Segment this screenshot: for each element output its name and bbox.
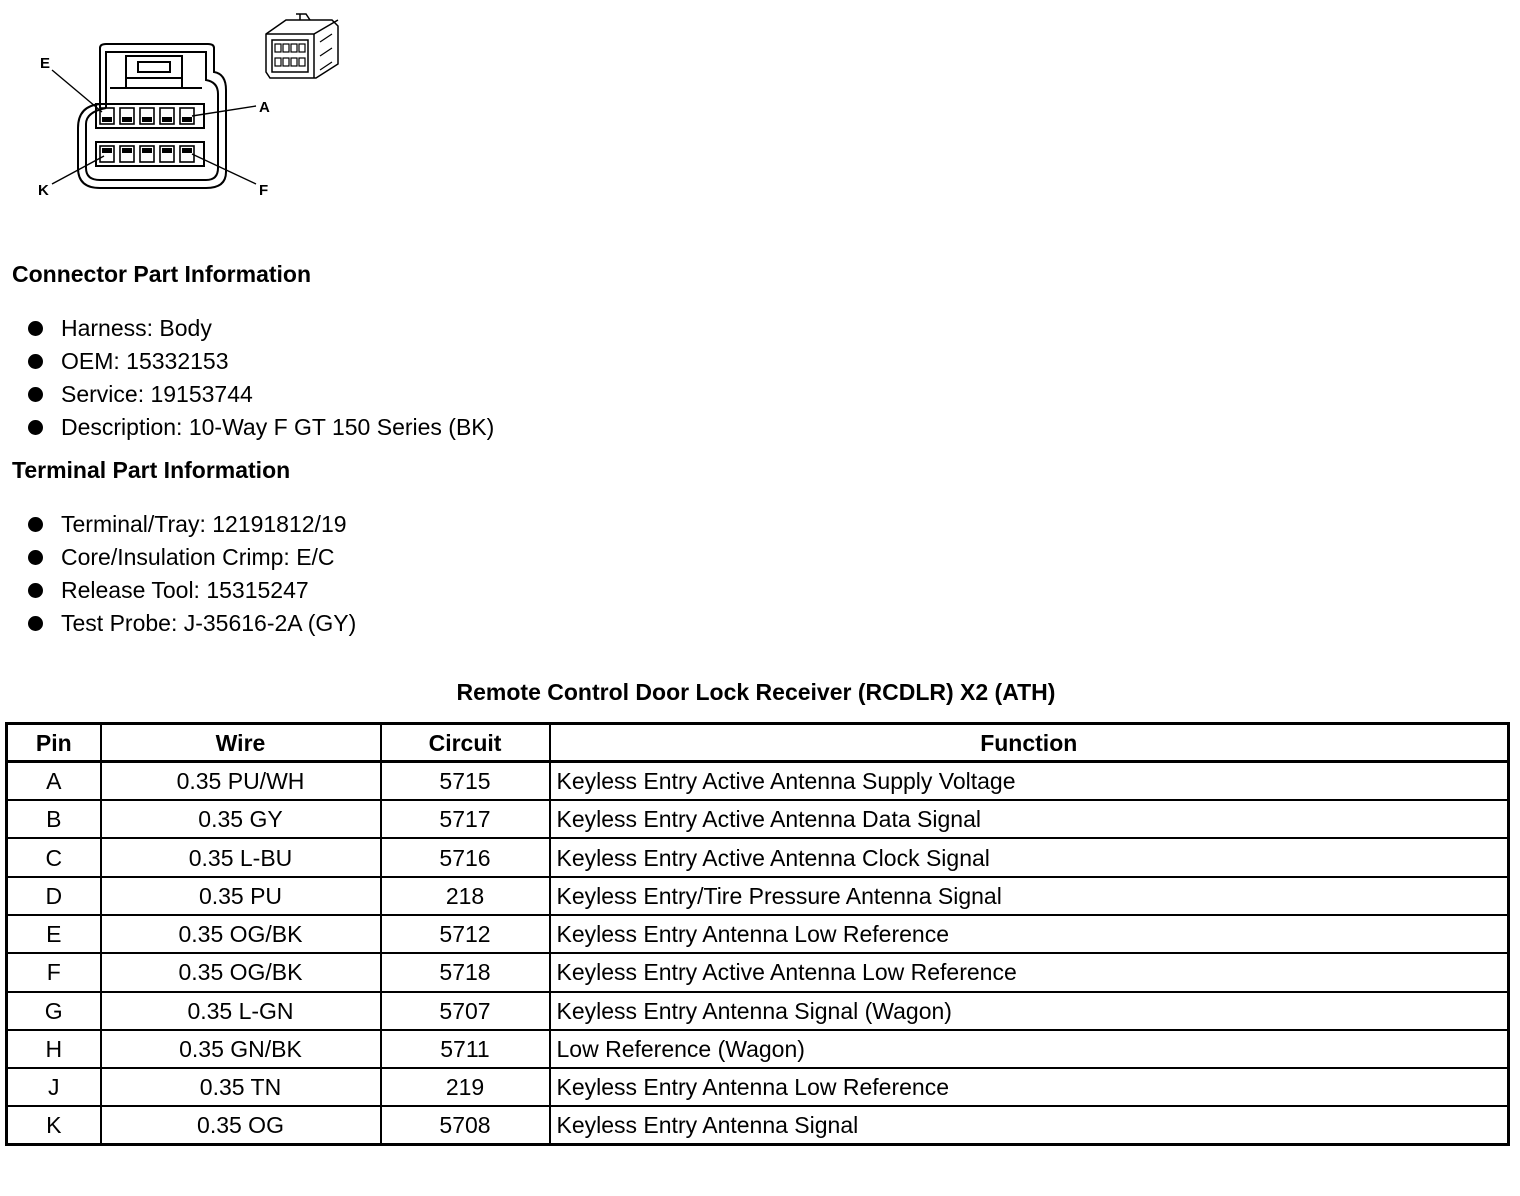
table-row (7, 1068, 1509, 1106)
circuit-cell: 5717 (381, 800, 550, 838)
bullet-icon (28, 354, 43, 369)
connector-info-heading: Connector Part Information (12, 261, 312, 287)
table-row (7, 915, 1509, 953)
table-row (7, 838, 1509, 876)
pin-cell: H (7, 1030, 101, 1068)
function-cell: Keyless Entry Antenna Low Reference (550, 915, 1509, 953)
wire-cell: 0.35 TN (101, 1068, 381, 1106)
wire-cell: 0.35 GY (101, 800, 381, 838)
pin-label-k: K (38, 182, 49, 199)
circuit-cell: 219 (381, 1068, 550, 1106)
bullet-icon (28, 616, 43, 631)
pin-cell: J (7, 1068, 101, 1106)
list-item (28, 541, 356, 574)
wire-cell: 0.35 GN/BK (101, 1030, 381, 1068)
pin-label-e: E (40, 55, 51, 72)
function-cell: Keyless Entry Active Antenna Low Reference (550, 953, 1509, 991)
function-cell: Keyless Entry Antenna Signal (Wagon) (550, 992, 1509, 1030)
function-cell: Keyless Entry Antenna Signal (550, 1106, 1509, 1144)
connector-face-diagram (30, 8, 360, 208)
pin-cell: F (7, 953, 101, 991)
table-row (7, 1106, 1509, 1144)
column-header-pin: Pin (7, 724, 101, 762)
pin-cell: E (7, 915, 101, 953)
list-item-text: Terminal/Tray: 12191812/19 (61, 511, 347, 537)
list-item-text: OEM: 15332153 (61, 348, 229, 374)
circuit-cell: 5712 (381, 915, 550, 953)
list-item-text: Description: 10-Way F GT 150 Series (BK) (61, 414, 495, 440)
column-header-circuit: Circuit (381, 724, 550, 762)
terminal-info-list (28, 508, 356, 640)
table-row (7, 953, 1509, 991)
list-item (28, 607, 356, 640)
pin-cell: A (7, 762, 101, 800)
circuit-cell: 5711 (381, 1030, 550, 1068)
circuit-cell: 5718 (381, 953, 550, 991)
wire-cell: 0.35 L-GN (101, 992, 381, 1030)
table-row (7, 992, 1509, 1030)
function-cell: Keyless Entry Antenna Low Reference (550, 1068, 1509, 1106)
pin-label-a: A (259, 99, 270, 116)
wire-cell: 0.35 PU/WH (101, 762, 381, 800)
list-item (28, 574, 356, 607)
pin-label-f: F (259, 182, 269, 199)
circuit-cell: 5715 (381, 762, 550, 800)
table-row (7, 1030, 1509, 1068)
list-item (28, 378, 494, 411)
pin-cell: C (7, 838, 101, 876)
bullet-icon (28, 550, 43, 565)
wire-cell: 0.35 OG (101, 1106, 381, 1144)
function-cell: Keyless Entry/Tire Pressure Antenna Signal (550, 877, 1509, 915)
pin-cell: K (7, 1106, 101, 1144)
list-item-text: Service: 19153744 (61, 381, 253, 407)
pinout-table (5, 722, 1510, 1146)
list-item (28, 312, 494, 345)
list-item-text: Harness: Body (61, 315, 212, 341)
function-cell: Keyless Entry Active Antenna Clock Signal (550, 838, 1509, 876)
list-item-text: Release Tool: 15315247 (61, 577, 309, 603)
table-header-row (7, 724, 1509, 762)
list-item (28, 411, 494, 444)
circuit-cell: 5708 (381, 1106, 550, 1144)
table-row (7, 877, 1509, 915)
wire-cell: 0.35 OG/BK (101, 953, 381, 991)
circuit-cell: 5716 (381, 838, 550, 876)
wire-cell: 0.35 PU (101, 877, 381, 915)
list-item (28, 345, 494, 378)
wire-cell: 0.35 L-BU (101, 838, 381, 876)
pin-cell: D (7, 877, 101, 915)
circuit-cell: 5707 (381, 992, 550, 1030)
connector-info-list (28, 312, 494, 444)
function-cell: Low Reference (Wagon) (550, 1030, 1509, 1068)
list-item-text: Core/Insulation Crimp: E/C (61, 544, 335, 570)
pin-cell: G (7, 992, 101, 1030)
table-row (7, 762, 1509, 800)
list-item-text: Test Probe: J-35616-2A (GY) (61, 610, 357, 636)
bullet-icon (28, 420, 43, 435)
pin-cell: B (7, 800, 101, 838)
terminal-info-heading: Terminal Part Information (12, 457, 291, 483)
bullet-icon (28, 387, 43, 402)
column-header-wire: Wire (101, 724, 381, 762)
table-title: Remote Control Door Lock Receiver (RCDLR) X2 (ATH) (456, 679, 1056, 705)
bullet-icon (28, 321, 43, 336)
bullet-icon (28, 517, 43, 532)
list-item (28, 508, 356, 541)
circuit-cell: 218 (381, 877, 550, 915)
table-row (7, 800, 1509, 838)
function-cell: Keyless Entry Active Antenna Supply Voltage (550, 762, 1509, 800)
wire-cell: 0.35 OG/BK (101, 915, 381, 953)
function-cell: Keyless Entry Active Antenna Data Signal (550, 800, 1509, 838)
bullet-icon (28, 583, 43, 598)
column-header-function: Function (550, 724, 1509, 762)
